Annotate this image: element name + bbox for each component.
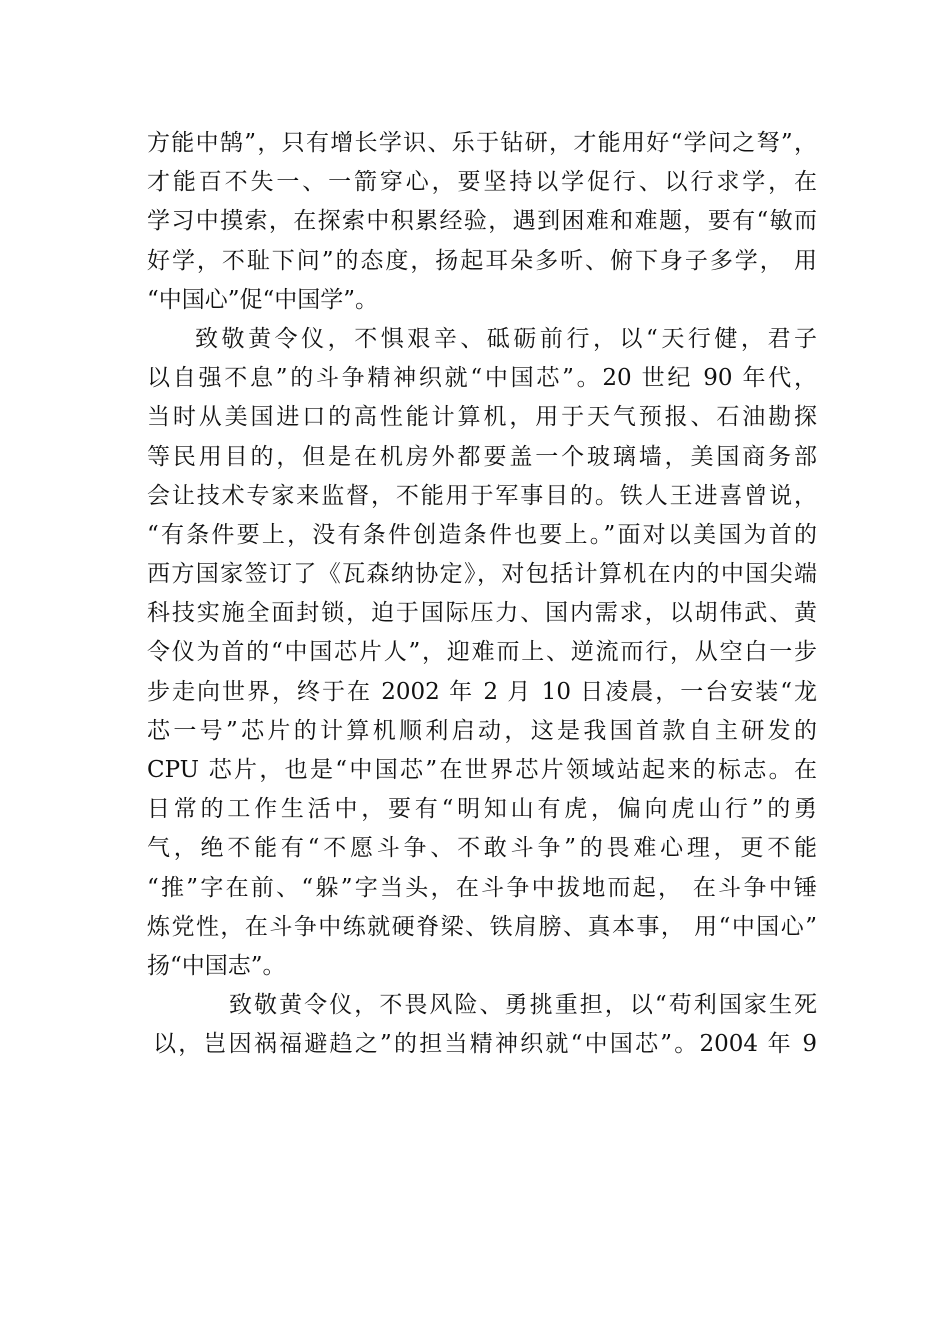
text-line: 日常的工作生活中，要有“明知山有虎，偏向虎山行”的勇 xyxy=(147,796,817,823)
text-line: 炼党性，在斗争中练就硬脊梁、铁肩膀、真本事， 用“中国心” xyxy=(147,913,817,940)
text-line: 致敬黄令仪，不惧艰辛、砥砺前行，以“天行健，君子 xyxy=(195,325,817,352)
text-line: 令仪为首的“中国芯片人”，迎难而上、逆流而行，从空白一步 xyxy=(147,639,817,666)
text-line: 步走向世界，终于在 2002 年 2 月 10 日凌晨，一台安装“龙 xyxy=(147,678,817,705)
text-line: 好学，不耻下问”的态度，扬起耳朵多听、俯下身子多学， 用 xyxy=(147,247,817,274)
document-body xyxy=(147,124,817,1065)
text-line: 学习中摸索，在探索中积累经验，遇到困难和难题，要有“敏而 xyxy=(147,208,817,235)
text-line: 等民用目的，但是在机房外都要盖一个玻璃墙，美国商务部 xyxy=(147,443,817,470)
text-line: 才能百不失一、一箭穿心，要坚持以学促行、以行求学，在 xyxy=(147,169,817,196)
text-line: 西方国家签订了《瓦森纳协定》，对包括计算机在内的中国尖端 xyxy=(147,561,817,588)
paragraph-2 xyxy=(147,320,817,986)
text-line: 会让技术专家来监督，不能用于军事目的。铁人王进喜曾说， xyxy=(147,482,817,509)
text-line: 以自强不息”的斗争精神织就“中国芯”。20 世纪 90 年代， xyxy=(147,365,817,392)
text-line: 以，岂因祸福避趋之”的担当精神织就“中国芯”。2004 年 9 xyxy=(153,1031,817,1058)
text-line: 方能中鹄”，只有增长学识、乐于钻研，才能用好“学问之弩”， xyxy=(147,130,817,156)
text-line: 气，绝不能有“不愿斗争、不敢斗争”的畏难心理，更不能 xyxy=(147,835,817,862)
text-line: CPU 芯片，也是“中国芯”在世界芯片领域站起来的标志。在 xyxy=(147,757,817,783)
text-line: “有条件要上，没有条件创造条件也要上。”面对以美国为首的 xyxy=(147,521,817,548)
text-line: “中国心”促“中国学”。 xyxy=(147,286,379,313)
text-line: 致敬黄令仪，不畏风险、勇挑重担，以“苟利国家生死 xyxy=(229,992,817,1019)
text-line: “推”字在前、“躲”字当头，在斗争中拔地而起， 在斗争中锤 xyxy=(147,874,817,901)
paragraph-3 xyxy=(147,986,817,1064)
paragraph-1 xyxy=(147,124,817,320)
text-line: 当时从美国进口的高性能计算机，用于天气预报、石油勘探 xyxy=(147,404,817,431)
text-line: 芯一号”芯片的计算机顺利启动，这是我国首款自主研发的 xyxy=(147,717,817,744)
text-line: 扬“中国志”。 xyxy=(147,952,286,979)
text-line: 科技实施全面封锁，迫于国际压力、国内需求，以胡伟武、黄 xyxy=(147,600,817,627)
